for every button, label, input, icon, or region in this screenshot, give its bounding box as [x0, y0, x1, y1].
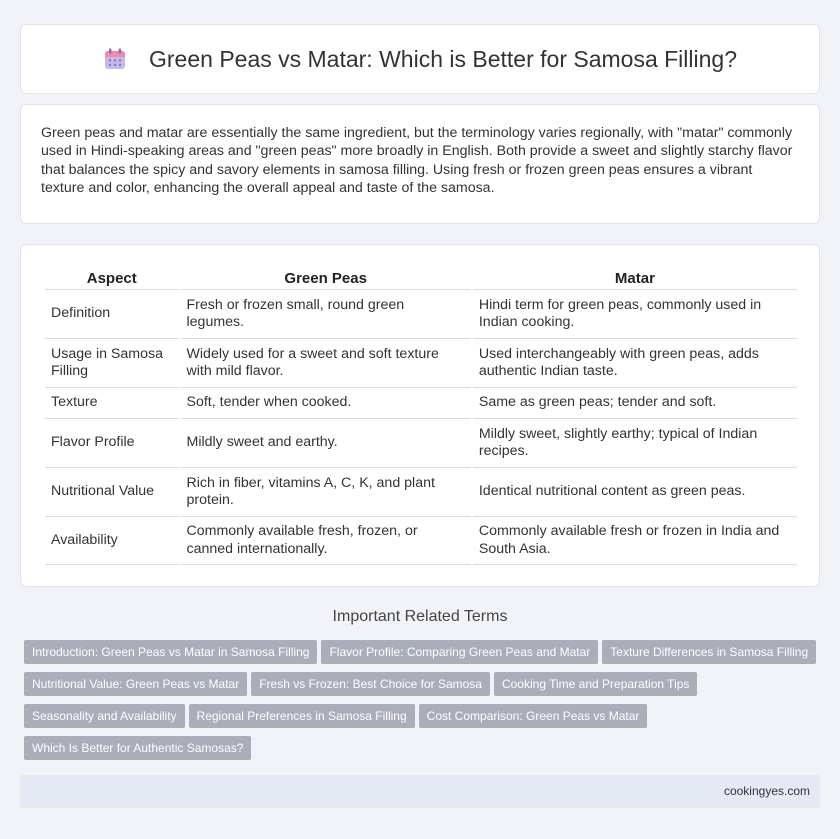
table-cell: Fresh or frozen small, round green legumes.	[181, 289, 471, 338]
table-cell: Same as green peas; tender and soft.	[473, 387, 797, 418]
header-card	[20, 24, 820, 94]
table-cell: Mildly sweet, slightly earthy; typical of Indian recipes.	[473, 418, 797, 467]
table-cell: Rich in fiber, vitamins A, C, K, and plant protein.	[181, 467, 471, 516]
header-matar: Matar	[614, 270, 655, 287]
related-tag[interactable]: Texture Differences in Samosa Filling	[602, 640, 816, 664]
related-tag[interactable]: Regional Preferences in Samosa Filling	[189, 704, 415, 728]
table-cell: Commonly available fresh or frozen in India and South Asia.	[473, 516, 797, 565]
table-row	[45, 467, 797, 516]
related-tag[interactable]: Cooking Time and Preparation Tips	[494, 672, 697, 696]
related-tag[interactable]: Nutritional Value: Green Peas vs Matar	[24, 672, 247, 696]
table-cell: Hindi term for green peas, commonly used in Indian cooking.	[473, 289, 797, 338]
related-tag[interactable]: Flavor Profile: Comparing Green Peas and Matar	[321, 640, 598, 664]
calendar-icon	[103, 47, 127, 71]
table-cell: Nutritional Value	[45, 467, 179, 516]
table-cell: Definition	[45, 289, 179, 338]
footer-site-link[interactable]: cookingyes.com	[723, 784, 810, 798]
intro-text: Green peas and matar are essentially the same ingredient, but the terminology varies regionally, with "matar" commonly used in Hindi-speaking areas and "green peas" more broadly in English. Both provide a sweet and slightly starchy flavor that balances the spicy and savory elements in samosa filling. Using fresh or frozen green peas ensures a vibrant texture and color, enhancing the overall appeal and taste of the samosa.	[41, 125, 793, 197]
related-tag[interactable]: Introduction: Green Peas vs Matar in Samosa Filling	[24, 640, 317, 664]
table-cell: Texture	[45, 387, 179, 418]
related-tag[interactable]: Seasonality and Availability	[24, 704, 185, 728]
page-title: Green Peas vs Matar: Which is Better for Samosa Filling?	[149, 45, 737, 72]
table-row	[45, 338, 797, 387]
related-tag[interactable]: Cost Comparison: Green Peas vs Matar	[419, 704, 648, 728]
table-cell: Flavor Profile	[45, 418, 179, 467]
table-row	[45, 387, 797, 418]
table-row	[45, 289, 797, 338]
table-row	[45, 516, 797, 565]
comparison-card	[20, 244, 820, 587]
footer	[20, 775, 820, 808]
header-aspect: Aspect	[86, 270, 137, 287]
intro-card	[20, 104, 820, 224]
table-header-row	[45, 267, 797, 289]
table-row	[45, 418, 797, 467]
table-cell: Commonly available fresh, frozen, or canned internationally.	[181, 516, 471, 565]
table-cell: Soft, tender when cooked.	[181, 387, 471, 418]
table-cell: Identical nutritional content as green peas.	[473, 467, 797, 516]
comparison-table	[43, 267, 799, 565]
table-cell: Usage in Samosa Filling	[45, 338, 179, 387]
related-tags	[24, 640, 824, 768]
related-terms-title: Important Related Terms	[332, 608, 508, 625]
table-cell: Mildly sweet and earthy.	[181, 418, 471, 467]
related-tag[interactable]: Which Is Better for Authentic Samosas?	[24, 736, 251, 760]
related-tag[interactable]: Fresh vs Frozen: Best Choice for Samosa	[251, 672, 490, 696]
table-cell: Availability	[45, 516, 179, 565]
table-cell: Used interchangeably with green peas, adds authentic Indian taste.	[473, 338, 797, 387]
table-cell: Widely used for a sweet and soft texture with mild flavor.	[181, 338, 471, 387]
header-green-peas: Green Peas	[284, 270, 367, 287]
